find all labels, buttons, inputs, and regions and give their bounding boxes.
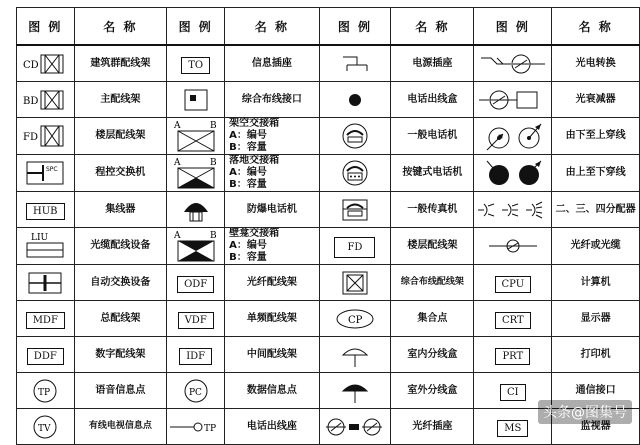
name-cell: 室外分线盒 (391, 373, 474, 409)
symbol-cell (167, 118, 225, 155)
name-line: 壁龛交接箱 (229, 228, 280, 239)
name-cell: 由上至下穿线 (552, 155, 640, 192)
table-row (17, 155, 640, 192)
header-legend-1: 图 例 (17, 8, 75, 46)
pbx-switch-icon (23, 159, 67, 187)
header-legend-4: 图 例 (474, 8, 552, 46)
data-outlet-icon (181, 377, 211, 405)
name-line: 落地交接箱 (229, 155, 280, 166)
symbol-cell (474, 82, 552, 118)
name-cell (225, 155, 319, 192)
header-legend-2: 图 例 (167, 8, 225, 46)
name-cell: 光纤插座 (391, 409, 474, 445)
symbol-cell (17, 45, 75, 82)
name-cell: 楼层配线架 (74, 118, 167, 155)
name-cell: 集合点 (391, 301, 474, 337)
header-name-4: 名 称 (552, 8, 640, 46)
symbol-cell (474, 337, 552, 373)
outdoor-junction-box-icon (338, 377, 372, 405)
svg-text:PC: PC (188, 387, 202, 398)
auto-switching-equipment-icon (23, 270, 67, 296)
floor-cross-box-icon (170, 156, 222, 190)
table-row (17, 45, 640, 82)
name-cell: 楼层配线架 (391, 228, 474, 265)
svg-text:A: A (173, 231, 181, 241)
name-cell: 信息插座 (225, 45, 319, 82)
computer-icon: CPU (495, 276, 532, 293)
name-cell: 电话出线座 (225, 409, 319, 445)
svg-text:A: A (173, 158, 181, 168)
watermark: 头条@图集号 (538, 400, 632, 424)
header-name-3: 名 称 (391, 8, 474, 46)
voice-outlet-icon (30, 377, 60, 405)
comm-interface-icon: CI (500, 384, 526, 401)
building-distributor-icon (21, 52, 69, 76)
svg-text:LIU: LIU (31, 233, 49, 243)
name-cell: 数据信息点 (225, 373, 319, 409)
name-cell (225, 118, 319, 155)
printer-icon: PRT (495, 348, 530, 365)
symbol-cell (319, 192, 391, 228)
name-cell: 综合布线接口 (225, 82, 319, 118)
table-row (17, 192, 640, 228)
downward-wiring-icon (479, 157, 547, 189)
symbol-cell (167, 155, 225, 192)
name-cell: 光纤或光缆 (552, 228, 640, 265)
integrated-distribution-frame-icon (338, 269, 372, 297)
name-cell: 显示器 (552, 301, 640, 337)
name-cell: 防爆电话机 (225, 192, 319, 228)
svg-text:SPC: SPC (46, 166, 58, 173)
symbol-cell (167, 192, 225, 228)
symbol-cell (167, 228, 225, 265)
upward-wiring-icon (479, 120, 547, 152)
name-cell: 一般电话机 (391, 118, 474, 155)
symbol-cell (17, 373, 75, 409)
name-cell: 有线电视信息点 (74, 409, 167, 445)
floor-distributor-icon (21, 123, 69, 149)
name-cell: 光电转换 (552, 45, 640, 82)
idf-icon: IDF (179, 348, 212, 365)
hub-icon: HUB (26, 203, 65, 220)
name-line: A：编号 (229, 167, 267, 178)
symbol-cell (474, 118, 552, 155)
symbol-cell (17, 409, 75, 445)
name-line: B：容量 (229, 252, 267, 263)
odf-icon: ODF (177, 276, 214, 293)
symbol-cell (167, 373, 225, 409)
splitter-icon (476, 197, 550, 223)
symbol-cell (17, 155, 75, 192)
main-distributor-icon (21, 88, 69, 112)
name-cell: 数字配线架 (74, 337, 167, 373)
symbol-cell (17, 337, 75, 373)
explosion-proof-phone-icon (179, 196, 213, 224)
mdf-icon: MDF (26, 312, 65, 329)
cabling-interface-icon (181, 87, 211, 113)
legend-table (16, 7, 640, 445)
indoor-junction-box-icon (338, 341, 372, 369)
name-cell: 电话出线盒 (391, 82, 474, 118)
optical-fiber-icon (483, 236, 543, 256)
name-cell: 计算机 (552, 265, 640, 301)
info-outlet-icon: TO (181, 57, 210, 74)
name-cell (225, 228, 319, 265)
fiber-socket-icon (322, 415, 388, 439)
svg-text:TV: TV (38, 423, 51, 434)
svg-text:CP: CP (347, 314, 363, 326)
header-name-2: 名 称 (225, 8, 319, 46)
symbol-cell (167, 337, 225, 373)
power-socket-icon (335, 51, 375, 77)
symbol-cell (17, 301, 75, 337)
fiber-distribution-unit-icon (23, 231, 67, 261)
symbol-cell (17, 192, 75, 228)
symbol-cell (17, 118, 75, 155)
name-cell: 集线器 (74, 192, 167, 228)
symbol-cell (474, 228, 552, 265)
svg-text:B: B (209, 121, 217, 131)
name-cell: 按键式电话机 (391, 155, 474, 192)
display-icon: CRT (495, 312, 531, 329)
symbol-cell (319, 82, 391, 118)
header-legend-3: 图 例 (319, 8, 391, 46)
name-cell: 主配线架 (74, 82, 167, 118)
optical-attenuator-icon (477, 87, 549, 113)
symbol-cell (167, 82, 225, 118)
consolidation-point-icon (333, 307, 377, 331)
symbol-cell (17, 265, 75, 301)
name-cell: 建筑群配线架 (74, 45, 167, 82)
name-cell: 语音信息点 (74, 373, 167, 409)
symbol-cell (319, 409, 391, 445)
name-cell: 综合布线配线架 (391, 265, 474, 301)
table-row (17, 118, 640, 155)
name-cell: 电源插座 (391, 45, 474, 82)
symbol-cell (474, 192, 552, 228)
symbol-cell (319, 118, 391, 155)
name-cell: 一般传真机 (391, 192, 474, 228)
symbol-cell (17, 82, 75, 118)
symbol-cell (474, 155, 552, 192)
vdf-icon: VDF (178, 312, 214, 329)
symbol-cell (167, 45, 225, 82)
svg-text:TP: TP (203, 423, 216, 434)
table-row (17, 337, 640, 373)
name-cell: 总配线架 (74, 301, 167, 337)
symbol-cell (319, 373, 391, 409)
symbol-cell (474, 265, 552, 301)
cable-tv-outlet-icon (30, 413, 60, 441)
name-line: A：编号 (229, 130, 267, 141)
name-line: B：容量 (229, 179, 267, 190)
table-row (17, 265, 640, 301)
svg-text:BD: BD (23, 95, 39, 107)
ddf-icon: DDF (27, 348, 64, 365)
svg-text:B: B (209, 231, 217, 241)
name-cell: 程控交换机 (74, 155, 167, 192)
name-cell: 通信接口 (552, 373, 640, 409)
floor-distribution-frame-icon: FD (334, 237, 375, 258)
symbol-cell (319, 155, 391, 192)
svg-text:B: B (209, 158, 217, 168)
symbol-cell (167, 265, 225, 301)
symbol-cell (319, 265, 391, 301)
symbol-cell (167, 409, 225, 445)
symbol-cell (319, 45, 391, 82)
optical-electrical-converter-icon (477, 52, 549, 76)
header-row (17, 8, 640, 46)
name-line: B：容量 (229, 142, 267, 153)
symbol-cell (474, 45, 552, 82)
name-cell: 由下至上穿线 (552, 118, 640, 155)
telephone-outlet-icon (340, 87, 370, 113)
overhead-cross-box-icon (170, 119, 222, 153)
name-cell: 二、三、四分配器 (552, 192, 640, 228)
name-cell: 室内分线盒 (391, 337, 474, 373)
name-cell: 光缆配线设备 (74, 228, 167, 265)
table-row (17, 82, 640, 118)
monitor-icon: MS (497, 420, 528, 437)
symbol-cell (17, 228, 75, 265)
symbol-cell (167, 301, 225, 337)
name-cell: 中间配线架 (225, 337, 319, 373)
telephone-icon (338, 122, 372, 150)
name-cell: 打印机 (552, 337, 640, 373)
table-row (17, 228, 640, 265)
name-cell: 单频配线架 (225, 301, 319, 337)
table-row (17, 301, 640, 337)
name-cell: 光衰减器 (552, 82, 640, 118)
keypad-telephone-icon (338, 159, 372, 187)
symbol-cell (319, 228, 391, 265)
svg-text:TP: TP (38, 387, 51, 398)
symbol-cell (474, 301, 552, 337)
telephone-socket-icon (168, 415, 224, 439)
name-cell: 监视器 (552, 409, 640, 445)
wall-cross-box-icon (170, 229, 222, 263)
name-cell: 光纤配线架 (225, 265, 319, 301)
name-cell: 自动交换设备 (74, 265, 167, 301)
symbol-cell (319, 337, 391, 373)
symbol-cell (319, 301, 391, 337)
svg-text:FD: FD (23, 132, 39, 143)
name-line: 架空交接箱 (229, 118, 280, 129)
fax-machine-icon (338, 196, 372, 224)
svg-text:CD: CD (23, 59, 39, 71)
name-line: A：编号 (229, 240, 267, 251)
svg-text:A: A (173, 121, 181, 131)
header-name-1: 名 称 (74, 8, 167, 46)
